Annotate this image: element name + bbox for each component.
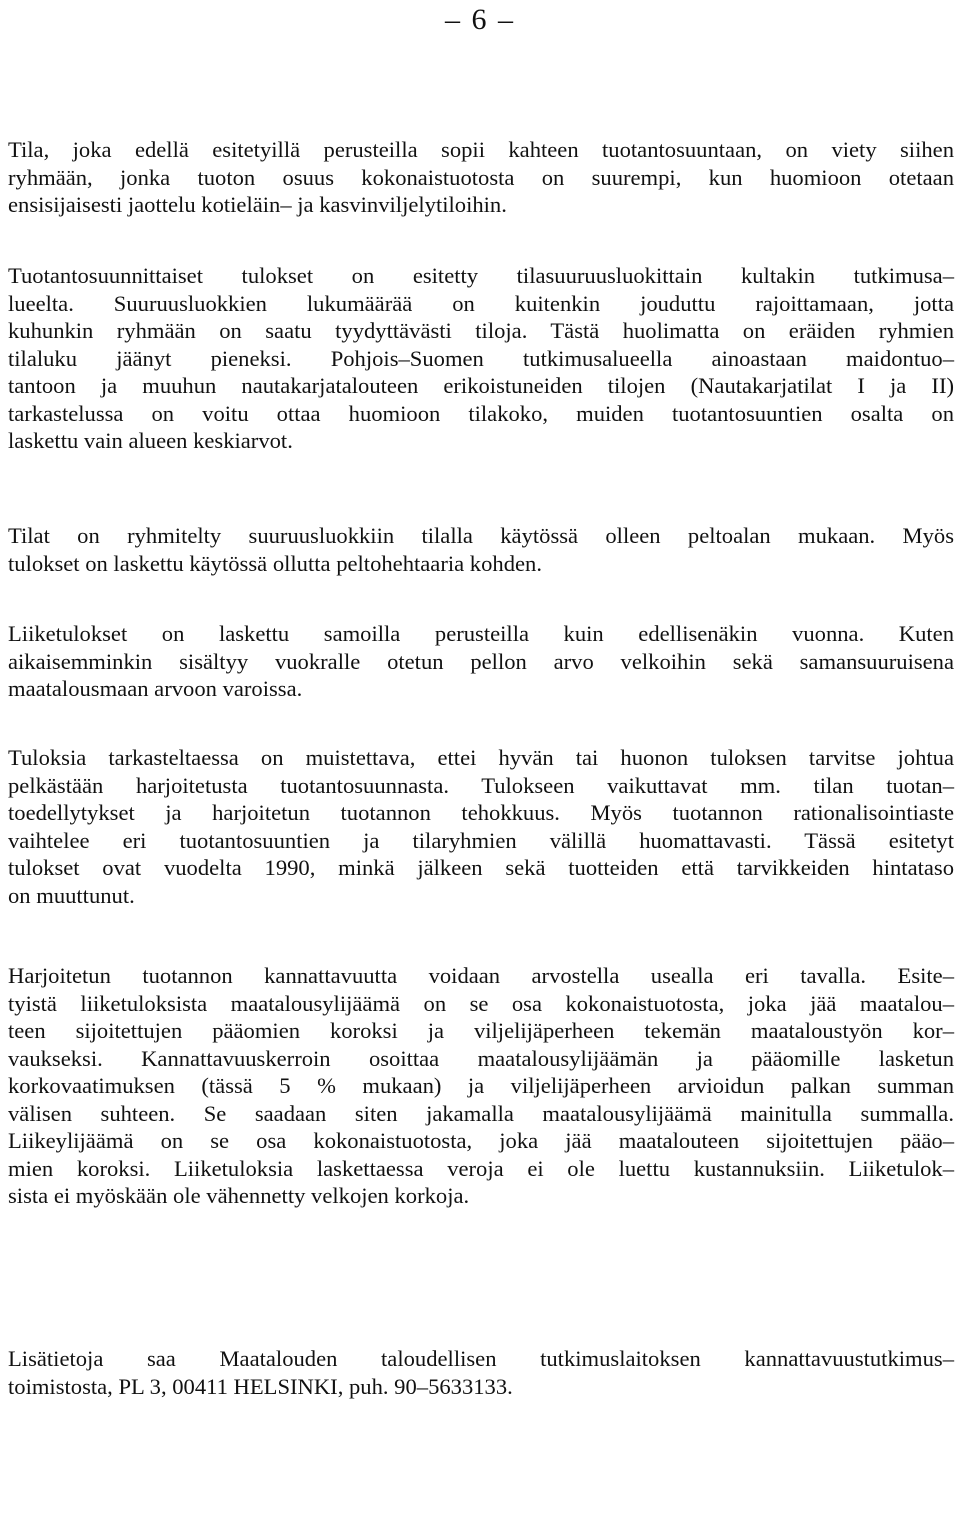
text-line: sista ei myöskään ole vähennetty velkojen korkoja. [8,1183,470,1208]
text-line: tantoon ja muuhun nautakarjatalouteen erikoistuneiden tilojen (Nautakarjatilat I ja II) [8,373,954,398]
text-line: Tuotantosuunnittaiset tulokset on esitetty tilasuuruusluokittain kultakin tutkimusa– [8,263,954,288]
text-line: teen sijoitettujen pääomien koroksi ja viljelijäperheen tekemän maataloustyön kor– [8,1018,954,1043]
text-line: Tuloksia tarkasteltaessa on muistettava, ettei hyvän tai huonon tuloksen tarvitse johtua [8,745,954,770]
text-line: laskettu vain alueen keskiarvot. [8,428,293,453]
text-line: kuhunkin ryhmään on saatu tyydyttävästi tiloja. Tästä huolimatta on eräiden ryhmien [8,318,954,343]
text-line: toedellytykset ja harjoitetun tuotannon tehokkuus. Myös tuotannon rationalisointiaste [8,800,954,825]
text-line: lueelta. Suuruusluokkien lukumäärää on kuitenkin jouduttu rajoittamaan, jotta [8,290,954,316]
text-line: korkovaatimuksen (tässä 5 % mukaan) ja viljelijäperheen arvioidun palkan summan [8,1073,954,1098]
text-line: Harjoitetun tuotannon kannattavuutta voidaan arvostella usealla eri tavalla. Esite– [8,963,954,988]
text-line: Lisätietoja saa Maatalouden taloudellisen tutkimuslaitoksen kannattavuustutkimus– [8,1346,954,1371]
text-line: mien koroksi. Liiketuloksia laskettaessa veroja ei ole luettu kustannuksiin. Liiketulok– [8,1155,954,1181]
text-line: Tilat on ryhmitelty suuruusluokkiin tilalla käytössä olleen peltoalan mukaan. Myös [8,523,954,548]
text-line: maatalousmaan arvoon varoissa. [8,676,303,701]
paragraph-7 [8,1345,954,1400]
text-line: tarkastelussa on voitu ottaa huomioon tilakoko, muiden tuotantosuuntien osalta on [8,400,954,426]
text-line: ryhmään, jonka tuoton osuus kokonaistuotosta on suurempi, kun huomioon otetaan [8,164,954,190]
text-line: tulokset on laskettu käytössä ollutta peltohehtaaria kohden. [8,550,542,576]
paragraph-3 [8,522,954,577]
text-line: aikaisemminkin sisältyy vuokralle otetun pellon arvo velkoihin sekä samansuuruisena [8,648,954,674]
text-line: välisen suhteen. Se saadaan siten jakamalla maatalousylijäämä mainitulla summalla. [8,1100,954,1126]
text-line: tulokset ovat vuodelta 1990, minkä jälkeen sekä tuotteiden että tarvikkeiden hintataso [8,855,954,880]
text-line: on muuttunut. [8,882,135,908]
text-line: tyistä liiketuloksista maatalousylijäämä on se osa kokonaistuotosta, joka jää maatalou– [8,990,954,1016]
paragraph-6 [8,962,954,1210]
text-line: Liikeylijäämä on se osa kokonaistuotosta, joka jää maatalouteen sijoitettujen pääo– [8,1128,954,1153]
paragraph-4 [8,620,954,703]
page-number: – 6 – [445,3,515,36]
text-line: vaihtelee eri tuotantosuuntien ja tilaryhmien välillä huomattavasti. Tässä esitetyt [8,827,954,853]
paragraph-1 [8,136,954,219]
text-line: tilaluku jäänyt pieneksi. Pohjois–Suomen tutkimusalueella ainoastaan maidontuo– [8,345,954,371]
text-line: Liiketulokset on laskettu samoilla perusteilla kuin edellisenäkin vuonna. Kuten [8,621,954,646]
text-line: Tila, joka edellä esitetyillä perusteilla sopii kahteen tuotantosuuntaan, on viety siihen [8,137,954,162]
paragraph-5 [8,744,954,909]
text-line: ensisijaisesti jaottelu kotieläin– ja kasvinviljelytiloihin. [8,192,507,217]
text-line: toimistosta, PL 3, 00411 HELSINKI, puh. 90–5633133. [8,1373,513,1399]
paragraph-2 [8,262,954,455]
text-line: pelkästään harjoitetusta tuotantosuunnasta. Tulokseen vaikuttavat mm. tilan tuotan– [8,772,954,798]
text-line: vaukseksi. Kannattavuuskerroin osoittaa maatalousylijäämän ja pääomille lasketun [8,1045,954,1071]
